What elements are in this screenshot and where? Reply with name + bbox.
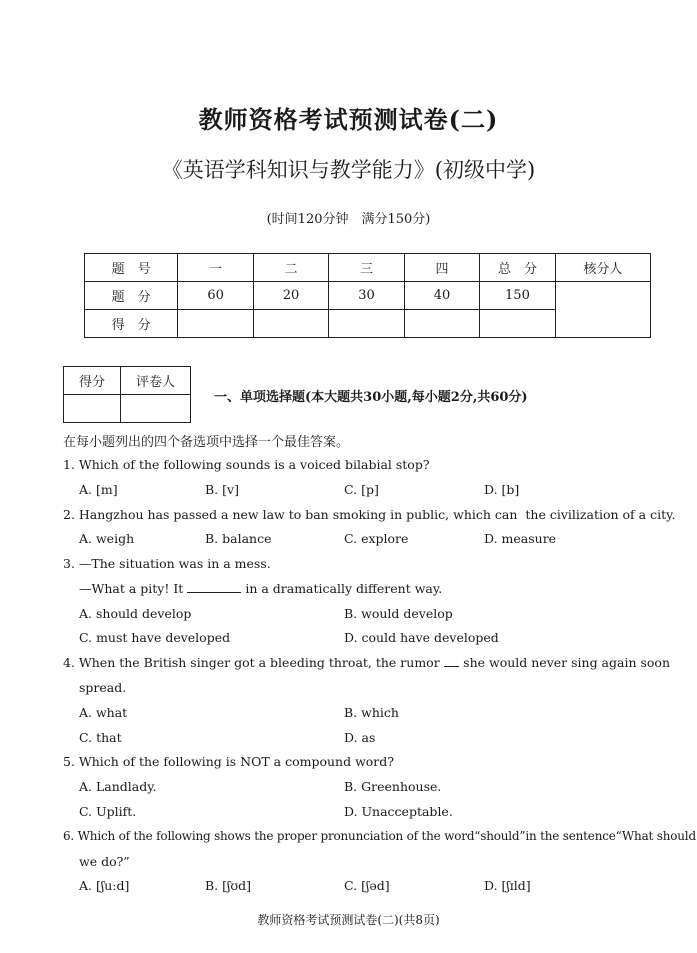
score-cell bbox=[253, 310, 328, 338]
question-6-line1: 6. Which of the following shows the proper pronunciation of the word“should”in the sentence“What should bbox=[63, 829, 696, 843]
score-cell bbox=[404, 310, 479, 338]
question-3-line2 bbox=[79, 581, 442, 596]
q4-stem-before: 4. When the British singer got a bleeding throat, the rumor bbox=[63, 655, 440, 670]
q1-option-a: A. [m] bbox=[79, 482, 118, 497]
checker-cell bbox=[555, 282, 650, 338]
section-instruction: 在每小题列出的四个备选项中选择一个最佳答案。 bbox=[63, 435, 350, 450]
points-label: 题 分 bbox=[85, 282, 178, 310]
points-cell: 40 bbox=[404, 282, 479, 310]
q2-option-a: A. weigh bbox=[79, 531, 135, 546]
points-cell: 60 bbox=[178, 282, 253, 310]
q5-option-a: A. Landlady. bbox=[79, 779, 157, 794]
col-header-1: 一 bbox=[178, 254, 253, 282]
grader-box bbox=[63, 366, 191, 423]
q2-option-c: C. explore bbox=[344, 531, 409, 546]
table-row bbox=[64, 395, 191, 423]
question-5-stem: 5. Which of the following is NOT a compound word? bbox=[63, 754, 394, 769]
score-label: 得 分 bbox=[85, 310, 178, 338]
score-table bbox=[84, 253, 651, 338]
q3-blank bbox=[187, 581, 241, 593]
q4-option-c: C. that bbox=[79, 730, 122, 745]
exam-title: 教师资格考试预测试卷(二) bbox=[198, 105, 499, 134]
col-header-4: 四 bbox=[404, 254, 479, 282]
q4-option-a: A. what bbox=[79, 705, 128, 720]
q6-option-b: B. [ʃʊd] bbox=[205, 878, 252, 893]
q3-line2-before: —What a pity! It bbox=[79, 581, 184, 596]
score-cell bbox=[329, 310, 404, 338]
q3-option-c: C. must have developed bbox=[79, 630, 231, 645]
table-row bbox=[85, 282, 651, 310]
question-3-line1: 3. —The situation was in a mess. bbox=[63, 556, 271, 571]
q5-option-c: C. Uplift. bbox=[79, 804, 137, 819]
points-cell: 30 bbox=[329, 282, 404, 310]
q4-option-d: D. as bbox=[344, 730, 376, 745]
grader-reviewer-label: 评卷人 bbox=[121, 367, 191, 395]
page-footer: 教师资格考试预测试卷(二)(共8页) bbox=[257, 913, 440, 927]
question-4-stem bbox=[63, 655, 670, 670]
q6-option-c: C. [ʃəd] bbox=[344, 878, 390, 893]
q1-option-b: B. [v] bbox=[205, 482, 239, 497]
q2-option-d: D. measure bbox=[484, 531, 557, 546]
q2-stem-after: the civilization of a city. bbox=[525, 507, 676, 522]
col-header-total: 总 分 bbox=[480, 254, 556, 282]
exam-subtitle: 《英语学科知识与教学能力》(初级中学) bbox=[161, 158, 536, 182]
col-header-checker: 核分人 bbox=[555, 254, 650, 282]
q3-option-d: D. could have developed bbox=[344, 630, 499, 645]
col-header-2: 二 bbox=[253, 254, 328, 282]
score-cell bbox=[178, 310, 253, 338]
q4-blank bbox=[444, 655, 459, 667]
q4-stem-after: she would never sing again soon bbox=[463, 655, 670, 670]
q3-line2-after: in a dramatically different way. bbox=[245, 581, 443, 596]
table-row bbox=[85, 254, 651, 282]
q5-option-b: B. Greenhouse. bbox=[344, 779, 442, 794]
col-header-3: 三 bbox=[329, 254, 404, 282]
q4-option-b: B. which bbox=[344, 705, 399, 720]
question-2-stem bbox=[63, 507, 676, 522]
question-6-line2: we do?” bbox=[79, 854, 130, 869]
q6-option-a: A. [ʃuːd] bbox=[79, 878, 130, 893]
points-cell: 150 bbox=[480, 282, 556, 310]
q2-option-b: B. balance bbox=[205, 531, 272, 546]
grader-score-cell bbox=[64, 395, 121, 423]
points-cell: 20 bbox=[253, 282, 328, 310]
q3-option-a: A. should develop bbox=[79, 606, 192, 621]
q1-option-d: D. [b] bbox=[484, 482, 520, 497]
grader-reviewer-cell bbox=[121, 395, 191, 423]
q3-option-b: B. would develop bbox=[344, 606, 453, 621]
section-heading: 一、单项选择题(本大题共30小题,每小题2分,共60分) bbox=[214, 390, 528, 405]
score-cell bbox=[480, 310, 556, 338]
time-info: (时间120分钟 满分150分) bbox=[266, 212, 431, 227]
grader-score-label: 得分 bbox=[64, 367, 121, 395]
question-1-stem: 1. Which of the following sounds is a voiced bilabial stop? bbox=[63, 457, 430, 472]
q6-option-d: D. [ʃɪld] bbox=[484, 878, 531, 893]
col-header-number: 题 号 bbox=[85, 254, 178, 282]
question-4-line2: spread. bbox=[79, 680, 127, 695]
q1-option-c: C. [p] bbox=[344, 482, 379, 497]
table-row bbox=[64, 367, 191, 395]
q5-option-d: D. Unacceptable. bbox=[344, 804, 453, 819]
q2-stem-before: 2. Hangzhou has passed a new law to ban smoking in public, which can bbox=[63, 507, 518, 522]
